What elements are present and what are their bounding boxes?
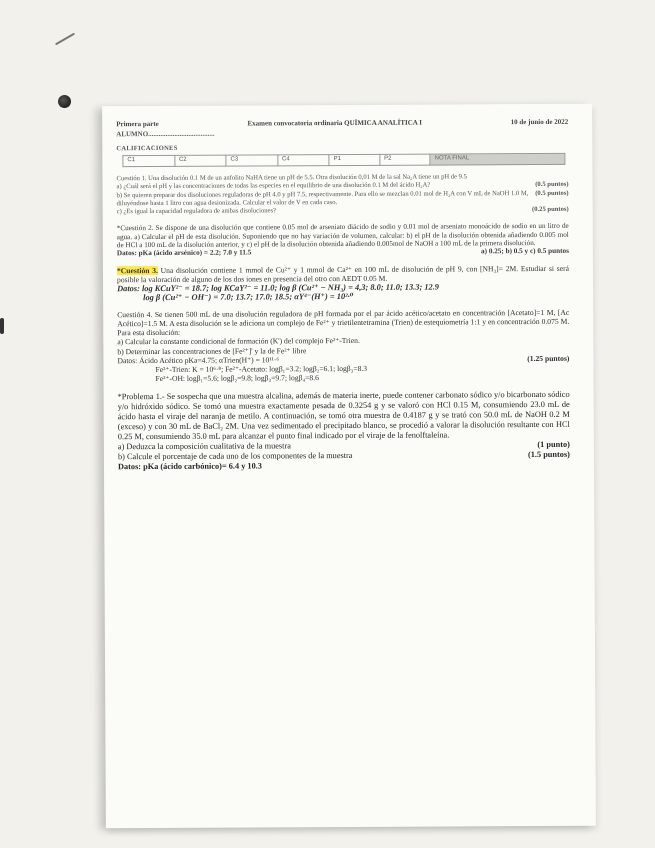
student-field: ALUMNO......................................	[116, 130, 215, 139]
grades-table	[122, 153, 565, 167]
question-2	[117, 222, 569, 258]
problem-1	[118, 390, 570, 472]
q2-statement: *Cuestión 2. Se dispone de una disolución que contiene 0.05 mol de arseniato diácido de sodio y 0.01 mol de arseniato monoácido de sodio en un litro de agua. a) Calcular el pH de esta disolución. Suponiendo que no hay variación de volumen, calcular: b) el pH de la disolución obtenida añadiendo 0.005 mol de HCl a 100 mL de la disolución anterior, y c) el pH de la disolución obtenida añadiendo 0.005mol de NaOH a 100 mL de la primera disolución.	[116, 222, 569, 250]
q4-data-line-3: Fe²⁺-OH: logβ₁=5.6; logβ₂=9.8; logβ₃=9.7; logβ₄=8.6	[155, 373, 319, 384]
exam-content	[116, 118, 570, 473]
q1-a-text: a) ¿Cuál será el pH y las concentraciones de todas las especies en el equilibrio de una disolución 0.1 M del ácido H₂A?	[116, 181, 431, 191]
grades-title: CALIFICACIONES	[116, 144, 178, 153]
p1-a-points: (1 punto)	[537, 440, 570, 450]
header-title: Examen convocatoria ordinaria QUÍMICA ANALÍTICA I	[247, 118, 422, 128]
q1-b-text: b) Se quieren preparar dos disoluciones reguladoras de pH 4.0 y pH 7.5, respectivamente. Para ello se mezclan 0.01 mol de H₂A con V mL de NaOH 1.0 M, diluyéndose hasta 1 litro con agua desionizada. Calcular el valor de V en cada caso.	[116, 189, 529, 208]
punch-hole	[58, 95, 71, 108]
q1-statement: Cuestión 1. Una disolución 0.1 M de un anfolito NaHA tiene un pH de 5.5. Otra disolución 0,01 M de la sal Na₂A tiene un pH de 9.5	[116, 173, 467, 183]
q4-points: (1.25 puntos)	[527, 353, 570, 363]
grade-cell-p1: P1	[329, 155, 380, 166]
grade-cell-final: NOTA FINAL	[430, 154, 565, 166]
q1-b-points: (0.5 puntos)	[535, 189, 569, 197]
question-3	[117, 264, 569, 302]
header-date: 10 de junio de 2022	[510, 117, 569, 127]
q3-data-line-2: log β (Cu²⁺ − OH⁻) = 7.0; 13.7; 17.0; 18.5; αY⁴⁻(H⁺) = 10²·⁰	[143, 291, 354, 302]
grade-cell-p2: P2	[380, 154, 431, 165]
grade-cell-c2: C2	[174, 155, 226, 166]
q2-points: a) 0.25; b) 0.5 y c) 0.5 puntos	[480, 247, 569, 256]
q1-part-b	[117, 189, 569, 208]
q3-statement	[117, 264, 569, 284]
header-part: Primera parte	[116, 119, 159, 129]
exam-sheet	[102, 104, 596, 829]
q4-part-a: a) Calcular la constante condicional de formación (K') del complejo Fe²⁺-Trien.	[117, 336, 360, 347]
q2-data-row	[117, 247, 569, 258]
q4-data-line-2: Fe²⁺-Trien: K = 10⁶·⁸; Fe²⁺-Acetato: logβ₁=3.2; logβ₂=6.1; logβ₃=8.3	[155, 363, 368, 375]
q1-c-points: (0.25 puntos)	[532, 205, 569, 214]
pen-mark	[55, 33, 75, 46]
edge-mark	[0, 318, 4, 334]
p1-statement: *Problema 1.- Se sospecha que una muestra alcalina, además de materia inerte, puede contener carbonato sódico y/o bicarbonato sódico y/o hidróxido sódico. Se tomó una muestra exactamente pesada de 0.3254 g y se valoró con HCl 0.15 M, consumiendo 23.0 mL de ácido hasta el viraje del naranja de metilo. A continuación, se tomó otra muestra de 0.4187 g y se trató con 50.0 mL de NaOH 0.2 M (exceso) y con 30 mL de BaCl₂ 2M. Una vez sedimentado el precipitado blanco, se procedió a valorar la disolución resultante con HCl 0.25 M, consumiendo 35.0 mL para alcanzar el punto final indicado por el viraje de la fenolftaleína.	[117, 390, 570, 442]
q1-a-points: (0.5 puntos)	[535, 181, 569, 189]
q1-c-text: c) ¿Es igual la capacidad reguladora de ambas disoluciones?	[116, 207, 276, 216]
q3-text: Una disolución contiene 1 mmol de Cu²⁺ y 1 mmol de Ca²⁺ en 100 mL de disolución de pH 9, con [NH₃]= 2M. Estudiar si será posible la valoración de alguno de los dos iones en presencia del otro con AEDT 0.05 M.	[116, 263, 569, 285]
q4-data: Datos: Ácido Acético pKa=4.75; αTrien(H⁺) = 10¹¹·⁶	[117, 355, 280, 366]
q4-statement: Cuestión 4. Se tienen 500 mL de una disolución reguladora de pH formada por el par ácido acético/acetato en concentración [Acetato]=1 M, [Ac Acético]=1.5 M. A esta disolución se le adiciona un complejo de Fe²⁺ y trietilentetramina (Trien) de estequiometría 1:1 y en concentración 0.075 M. Para esta disolución:	[117, 307, 570, 338]
p1-b-text: b) Calcule el porcentaje de cada uno de los componentes de la muestra	[117, 451, 353, 462]
q1-part-c	[117, 206, 569, 217]
question-4	[117, 308, 569, 384]
q2-data: Datos: pKa (ácido arsénico) = 2.2; 7.0 y 11.5	[116, 248, 252, 258]
grade-cell-c4: C4	[278, 155, 330, 166]
p1-a-text: a) Deduzca la composición cualitativa de la muestra	[117, 441, 291, 452]
question-1	[116, 173, 568, 216]
grade-cell-c1: C1	[123, 156, 175, 167]
p1-data: Datos: pKa (ácido carbónico)= 6.4 y 10.3	[117, 461, 262, 472]
p1-b-points: (1.5 puntos)	[527, 450, 570, 460]
grade-cell-c3: C3	[226, 155, 278, 166]
q3-data-line-1: Datos: log KCuY²⁻ = 18.7; log KCaY²⁻ = 11.0; log β (Cu²⁺ − NH₃) = 4,3; 8.0; 11.0; 13.3; 12.9	[117, 282, 440, 294]
q4-part-b: b) Determinar las concentraciones de [Fe²⁺]' y la de Fe²⁺ libre	[117, 345, 307, 356]
q3-highlight: *Cuestión 3.	[116, 265, 158, 276]
